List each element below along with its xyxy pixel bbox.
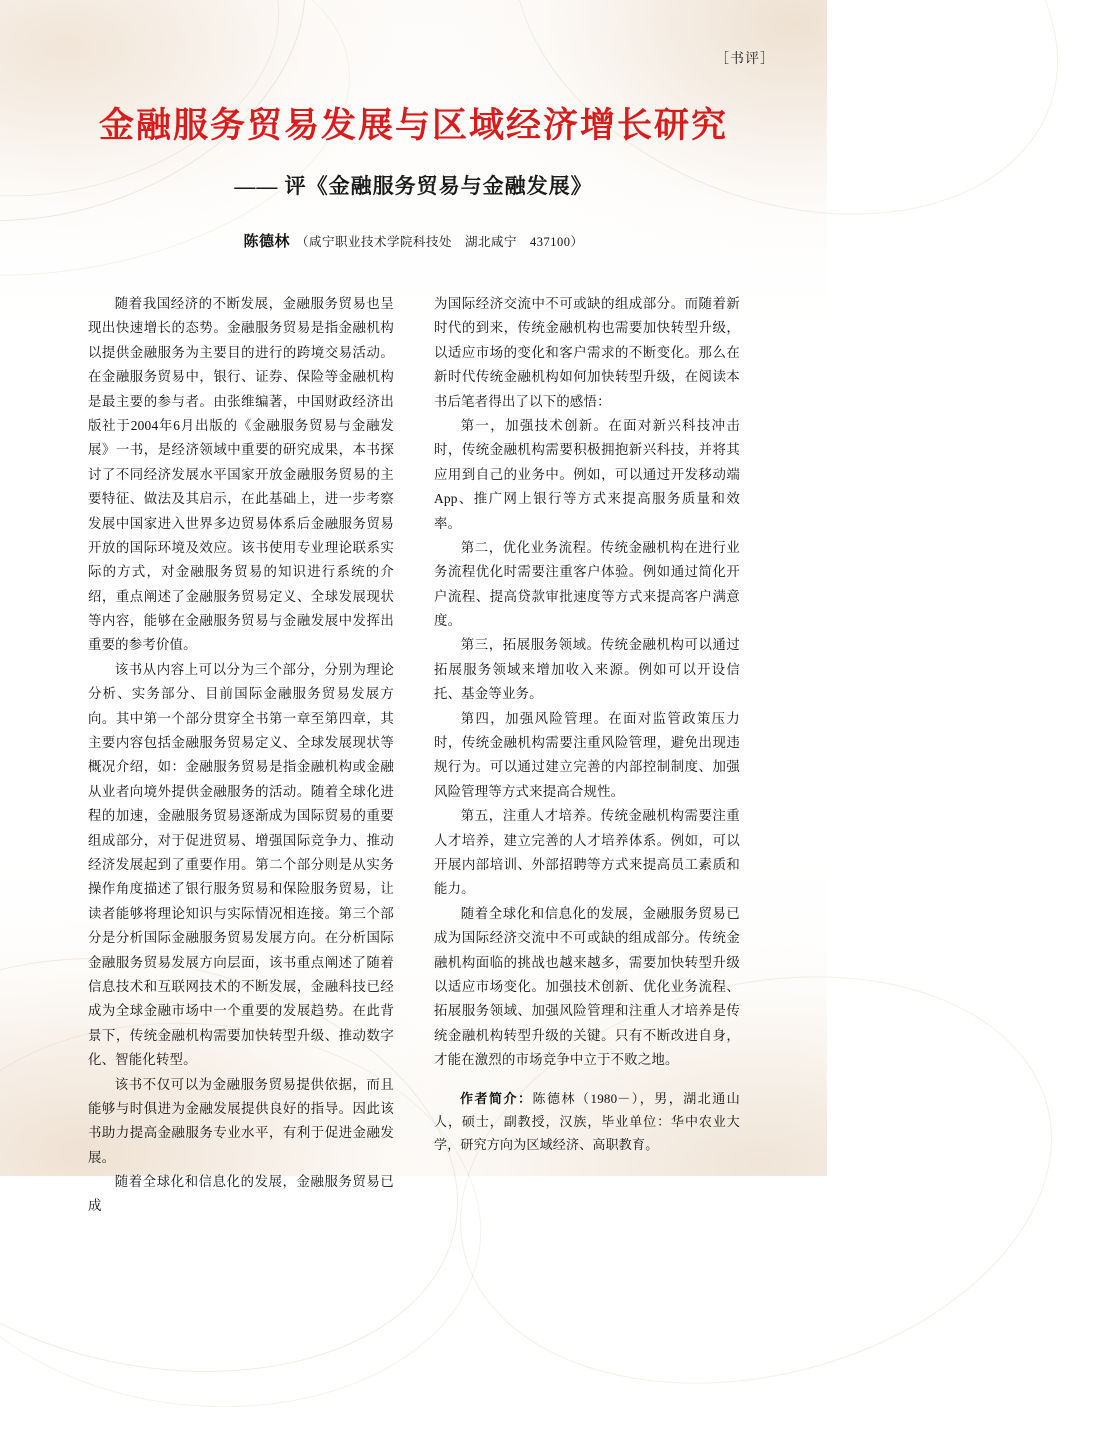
page-subtitle: —— 评《金融服务贸易与金融发展》 <box>234 173 593 198</box>
author-name: 陈德林 <box>243 233 290 250</box>
column-left <box>88 292 394 1214</box>
column-right <box>434 292 740 1153</box>
paragraph: 第一，加强技术创新。在面对新兴科技冲击时，传统金融机构需要积极拥抱新兴科技，并将其应用到自己的业务中。例如，可以通过开发移动端App、推广网上银行等方式来提高服务质量和效率。 <box>434 417 740 531</box>
author-affiliation: （咸宁职业技术学院科技处 湖北咸宁 437100） <box>296 234 584 249</box>
paragraph: 该书不仅可以为金融服务贸易提供依据，而且能够与时俱进为金融发展提供良好的指导。因此该书助力提高金融服务专业水平，有利于促进金融发展。 <box>88 1076 394 1165</box>
paragraph: 第四，加强风险管理。在面对监管政策压力时，传统金融机构需要注重风险管理，避免出现违规行为。可以通过建立完善的内部控制制度、加强风险管理等方式来提高合规性。 <box>434 710 740 799</box>
author-bio-text: 陈德林（1980－），男，湖北通山人，硕士，副教授，汉族，毕业单位：华中农业大学，研究方向为区域经济、高职教育。 <box>434 1090 740 1153</box>
paragraph: 第五，注重人才培养。传统金融机构需要注重人才培养，建立完善的人才培养体系。例如，可以开展内部培训、外部招聘等方式来提高员工素质和能力。 <box>434 808 740 897</box>
article-columns <box>88 292 740 1214</box>
author-bio <box>434 1087 740 1157</box>
paragraph: 随着全球化和信息化的发展，金融服务贸易已成 <box>88 1174 394 1214</box>
page-title: 金融服务贸易发展与区域经济增长研究 <box>98 106 728 145</box>
paragraph: 第三，拓展服务领域。传统金融机构可以通过拓展服务领域来增加收入来源。例如可以开设信托、基金等业务。 <box>434 637 740 702</box>
paragraph: 该书从内容上可以分为三个部分，分别为理论分析、实务部分、目前国际金融服务贸易发展方向。其中第一个部分贯穿全书第一章至第四章，其主要内容包括金融服务贸易定义、全球发展现状等概况介绍，如：金融服务贸易是指金融机构或金融从业者向境外提供金融服务的活动。随着全球化进程的加速，金融服务贸易逐渐成为国际贸易的重要组成部分，对于促进贸易、增强国际竞争力、推动经济发展起到了重要作用。第二个部分则是从实务操作角度描述了银行服务贸易和保险服务贸易，让读者能够将理论知识与实际情况相连接。第三个部分是分析国际金融服务贸易发展方向。在分析国际金融服务贸易发展方向层面，该书重点阐述了随着信息技术和互联网技术的不断发展，金融科技已经成为全球金融市场中一个重要的发展趋势。在此背景下，传统金融机构需要加快转型升级、推动数字化、智能化转型。 <box>88 661 394 1068</box>
paragraph: 为国际经济交流中不可或缺的组成部分。而随着新时代的到来，传统金融机构也需要加快转型升级，以适应市场的变化和客户需求的不断变化。那么在新时代传统金融机构如何加快转型升级，在阅读本书后笔者得出了以下的感悟： <box>434 296 740 409</box>
author-bio-label: 作者简介： <box>460 1090 533 1106</box>
byline <box>0 230 827 251</box>
title-block <box>0 104 827 251</box>
category-tag: ［书评］ <box>715 52 775 67</box>
paragraph: 第二，优化业务流程。传统金融机构在进行业务流程优化时需要注重客户体验。例如通过简化开户流程、提高贷款审批速度等方式来提高客户满意度。 <box>434 539 740 629</box>
paragraph: 随着我国经济的不断发展，金融服务贸易也呈现出快速增长的态势。金融服务贸易是指金融机构以提供金融服务为主要目的进行的跨境交易活动。在金融服务贸易中，银行、证券、保险等金融机构是最主要的参与者。由张维编著，中国财政经济出版社于2004年6月出版的《金融服务贸易与金融发展》一书，是经济领域中重要的研究成果，本书探讨了不同经济发展水平国家开放金融服务贸易的主要特征、做法及其启示，在此基础上，进一步考察发展中国家进入世界多边贸易体系后金融服务贸易开放的国际环境及效应。该书使用专业理论联系实际的方式，对金融服务贸易的知识进行系统的介绍，重点阐述了金融服务贸易定义、全球发展现状等内容，能够在金融服务贸易与金融发展中发挥出重要的参考价值。 <box>88 296 394 653</box>
paragraph: 随着全球化和信息化的发展，金融服务贸易已成为国际经济交流中不可或缺的组成部分。传统金融机构面临的挑战也越来越多，需要加快转型升级以适应市场变化。加强技术创新、优化业务流程、拓展服务领域、加强风险管理和注重人才培养是传统金融机构转型升级的关键。只有不断改进自身，才能在激烈的市场竞争中立于不败之地。 <box>434 905 740 1068</box>
